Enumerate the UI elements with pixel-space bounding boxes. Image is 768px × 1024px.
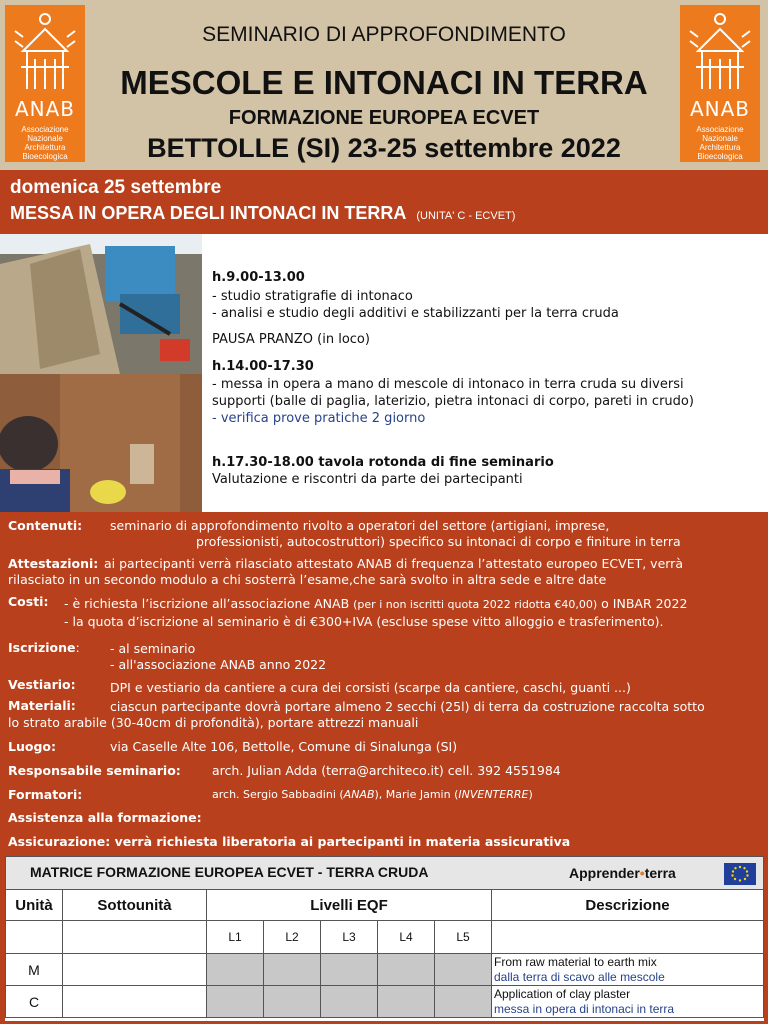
lunch-break: PAUSA PRANZO (in loco) (212, 332, 370, 347)
block1-item: - analisi e studio degli additivi e stabilizzanti per la terra cruda (212, 306, 619, 321)
row-unit: C (5, 985, 63, 1018)
iscrizione-item: - al seminario (110, 641, 196, 656)
contenuti-label: Contenuti: (8, 518, 83, 533)
level-cell (320, 985, 378, 1018)
level-cell (206, 985, 264, 1018)
header-unit: Unità (5, 889, 63, 921)
attestazioni-text: rilasciato in un secondo modulo a chi sosterrà l’esame,che sarà svolto in altra sede e altre date (8, 572, 607, 587)
ecvet-matrix-table (5, 856, 764, 1021)
header-description: Descrizione (491, 889, 764, 921)
luogo-text: via Caselle Alte 106, Bettolle, Comune di Sinalunga (SI) (110, 739, 458, 754)
attestazioni-text: ai partecipanti verrà rilasciato attestato ANAB di frequenza l’attestato europeo ECVET, verrà (104, 556, 683, 571)
iscrizione-item: - all'associazione ANAB anno 2022 (110, 657, 327, 672)
apprenderterra-brand: Apprender•terra (569, 865, 676, 881)
program-section (0, 234, 768, 512)
levels-row-desc-cell (491, 920, 764, 954)
costi-label: Costi: (8, 594, 49, 609)
level-l3: L3 (320, 920, 378, 954)
level-cell (263, 985, 321, 1018)
seminar-subtitle: FORMAZIONE EUROPEA ECVET (228, 107, 540, 129)
formatori-text: arch. Sergio Sabbadini (ANAB), Marie Jamin (INVENTERRE) (212, 788, 533, 801)
level-l4: L4 (377, 920, 435, 954)
eu-flag-icon (724, 863, 756, 885)
levels-row-subunit-cell (62, 920, 207, 954)
contenuti-text: professionisti, autocostruttori) specifico su intonaci di corpo e finiture in terra (196, 534, 681, 549)
costi-text: - la quota d’iscrizione al seminario è di €300+IVA (escluse spese vitto alloggio e trasferimento). (64, 614, 664, 629)
level-cell (206, 953, 264, 986)
anab-house-icon (686, 11, 754, 95)
header-subunit: Sottounità (62, 889, 207, 921)
photo-plastering-worker (0, 374, 202, 512)
materiali-text: ciascun partecipante dovrà portare almeno 2 secchi (25l) di terra da costruzione raccolta sotto (110, 699, 705, 714)
responsabile-text: arch. Julian Adda (terra@architeco.it) cell. 392 4551984 (212, 763, 561, 778)
block1-item: - studio stratigrafie di intonaco (212, 289, 413, 304)
vestiario-text: DPI e vestiario da cantiere a cura dei corsisti (scarpe da cantiere, caschi, guanti ...) (110, 680, 631, 695)
row-description-it: messa in opera di intonaci in terra (494, 1002, 675, 1016)
anab-logo-left (5, 5, 85, 162)
assistenza-label: Assistenza alla formazione: (8, 810, 202, 825)
row-unit: M (5, 953, 63, 986)
level-cell (377, 985, 435, 1018)
vestiario-label: Vestiario: (8, 677, 76, 692)
block1-time: h.9.00-13.00 (212, 270, 305, 285)
header (0, 0, 768, 170)
row-description-en: Application of clay plaster (494, 987, 631, 1001)
levels-row-unit-cell (5, 920, 63, 954)
block2-extra: - verifica prove pratiche 2 giorno (212, 411, 426, 426)
row-description-en: From raw material to earth mix (494, 955, 657, 969)
photo-plaster-mixer (0, 234, 202, 374)
day-band (0, 172, 768, 234)
materiali-text: lo strato arabile (30-40cm di profondità), portare attrezzi manuali (8, 715, 419, 730)
level-l1: L1 (206, 920, 264, 954)
level-cell (320, 953, 378, 986)
logo-subtitle: Associazione Nazionale Architettura Bioecologica (21, 125, 69, 161)
seminar-kicker: SEMINARIO DI APPROFONDIMENTO (202, 23, 566, 46)
level-cell (377, 953, 435, 986)
contenuti-text: seminario di approfondimento rivolto a operatori del settore (artigiani, imprese, (110, 518, 610, 533)
anab-house-icon (11, 11, 79, 95)
logo-name: ANAB (689, 97, 751, 121)
logo-name: ANAB (14, 97, 76, 121)
responsabile-label: Responsabile seminario: (8, 763, 181, 778)
row-subunit (62, 953, 207, 986)
logo-subtitle: Associazione Nazionale Architettura Bioecologica (696, 125, 744, 161)
row-description-it: dalla terra di scavo alle mescole (494, 970, 665, 984)
seminar-title: MESCOLE E INTONACI IN TERRA (120, 64, 648, 101)
day-date: domenica 25 settembre (10, 177, 222, 198)
session-title-text: MESSA IN OPERA DEGLI INTONACI IN TERRA (10, 203, 407, 223)
level-l5: L5 (434, 920, 492, 954)
row-subunit (62, 985, 207, 1018)
seminar-date: BETTOLLE (SI) 23-25 settembre 2022 (147, 133, 621, 163)
matrix-title: MATRICE FORMAZIONE EUROPEA ECVET - TERRA CRUDA (30, 864, 429, 880)
block3-text: Valutazione e riscontri da parte dei partecipanti (212, 472, 523, 487)
attestazioni-label: Attestazioni: (8, 556, 99, 571)
header-levels: Livelli EQF (206, 889, 492, 921)
level-cell (434, 953, 492, 986)
anab-logo-right (680, 5, 760, 162)
block3-title: h.17.30-18.00 tavola rotonda di fine seminario (212, 455, 554, 470)
matrix-header-bar (5, 856, 764, 890)
iscrizione-label: Iscrizione: (8, 640, 80, 655)
costi-text: - è richiesta l’iscrizione all’associazione ANAB (per i non iscritti quota 2022 ridotta €40,00) o INBAR 2022 (64, 596, 688, 611)
level-cell (263, 953, 321, 986)
materiali-label: Materiali: (8, 698, 76, 713)
session-unit: (UNITA' C - ECVET) (416, 210, 516, 222)
level-l2: L2 (263, 920, 321, 954)
formatori-label: Formatori: (8, 787, 83, 802)
session-title (10, 203, 515, 224)
assicurazione-text: Assicurazione: verrà richiesta liberatoria ai partecipanti in materia assicurativa (8, 834, 571, 849)
block2-item: supporti (balle di paglia, laterizio, pietra intonaci di corpo, pareti in crudo) (212, 394, 694, 409)
block2-item: - messa in opera a mano di mescole di intonaco in terra cruda su diversi (212, 377, 684, 392)
block2-time: h.14.00-17.30 (212, 359, 314, 374)
luogo-label: Luogo: (8, 739, 56, 754)
level-cell (434, 985, 492, 1018)
